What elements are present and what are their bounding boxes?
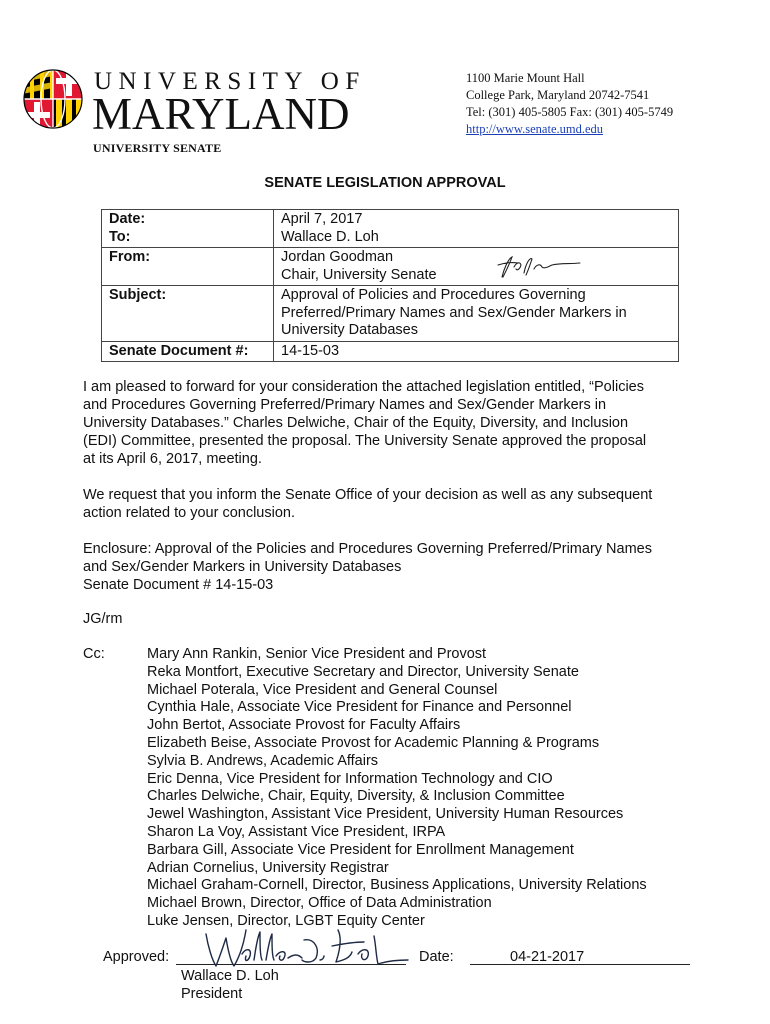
from-values bbox=[274, 248, 679, 286]
address-line: 1100 Marie Mount Hall bbox=[466, 71, 585, 85]
approval-date-label: Date: bbox=[419, 949, 454, 965]
initials: JG/rm bbox=[83, 611, 123, 627]
body-paragraph-2: We request that you inform the Senate Office of your decision as well as any subsequent action related to your conclusion. bbox=[83, 487, 653, 521]
subject-label: Subject: bbox=[102, 286, 274, 342]
signer-block bbox=[181, 967, 279, 1003]
from-name: Jordan Goodman bbox=[281, 249, 394, 265]
memo-date: April 7, 2017 bbox=[281, 211, 363, 227]
approved-label: Approved: bbox=[103, 949, 170, 965]
list-item: Sylvia B. Andrews, Academic Affairs bbox=[147, 752, 379, 769]
date-to-values bbox=[274, 210, 679, 248]
maryland-globe-icon bbox=[22, 66, 84, 132]
signer-title: President bbox=[181, 986, 243, 1002]
senate-website-link[interactable]: http://www.senate.umd.edu bbox=[466, 122, 604, 136]
list-item: Michael Brown, Director, Office of Data Administration bbox=[147, 895, 492, 912]
address-line: Tel: (301) 405-5805 Fax: (301) 405-5749 bbox=[466, 105, 674, 119]
university-wordmark-line2: MARYLAND bbox=[92, 89, 350, 139]
university-wordmark-line1: UNIVERSITY OF bbox=[94, 68, 366, 95]
cc-list bbox=[147, 646, 647, 931]
senate-doc-label: Senate Document #: bbox=[102, 341, 274, 362]
memo-info-table bbox=[101, 209, 679, 362]
list-item: John Bertot, Associate Provost for Faculty Affairs bbox=[147, 717, 461, 734]
department-label: UNIVERSITY SENATE bbox=[93, 141, 222, 155]
list-item: Mary Ann Rankin, Senior Vice President and Provost bbox=[147, 646, 487, 662]
list-item: Cynthia Hale, Associate Vice President for Finance and Personnel bbox=[147, 699, 572, 716]
list-item: Adrian Cornelius, University Registrar bbox=[147, 859, 389, 876]
cc-label: Cc: bbox=[83, 646, 105, 662]
list-item: Jewel Washington, Assistant Vice President, University Human Resources bbox=[147, 806, 624, 823]
senate-address bbox=[466, 70, 673, 138]
list-item: Elizabeth Beise, Associate Provost for Academic Planning & Programs bbox=[147, 734, 600, 751]
from-title: Chair, University Senate bbox=[281, 266, 437, 283]
goodman-signature-icon bbox=[490, 253, 585, 281]
list-item: Barbara Gill, Associate Vice President for Enrollment Management bbox=[147, 841, 574, 858]
document-title: SENATE LEGISLATION APPROVAL bbox=[264, 175, 506, 191]
memo-recipient: Wallace D. Loh bbox=[281, 228, 379, 245]
university-logo bbox=[22, 62, 382, 142]
list-item: Luke Jensen, Director, LGBT Equity Center bbox=[147, 912, 425, 929]
subject-values: Approval of Policies and Procedures Governing Preferred/Primary Names and Sex/Gender Markers in University Databases bbox=[274, 286, 679, 342]
enclosure-paragraph: Enclosure: Approval of the Policies and Procedures Governing Preferred/Primary Names and Sex/Gender Markers in University Databases Senate Document # 14-15-03 bbox=[83, 541, 652, 593]
list-item: Michael Poterala, Vice President and General Counsel bbox=[147, 681, 498, 698]
date-label: Date: To: bbox=[102, 210, 274, 248]
from-label: From: bbox=[102, 248, 274, 286]
list-item: Charles Delwiche, Chair, Equity, Diversity, & Inclusion Committee bbox=[147, 788, 565, 805]
list-item: Michael Graham-Cornell, Director, Business Applications, University Relations bbox=[147, 877, 647, 894]
signer-name: Wallace D. Loh bbox=[181, 968, 279, 984]
body-paragraph-1: I am pleased to forward for your consideration the attached legislation entitled, “Policies and Procedures Governing Preferred/Primary Names and Sex/Gender Markers in University Databases.” Charles Delwiche, Chair of the Equity, Diversity, and Inclusion (EDI) Committee, presented the proposal. The University Senate approved the proposal at its April 6, 2017, meeting. bbox=[83, 379, 647, 467]
approval-date-value: 04-21-2017 bbox=[510, 949, 585, 965]
address-line: College Park, Maryland 20742-7541 bbox=[466, 88, 650, 102]
list-item: Eric Denna, Vice President for Information Technology and CIO bbox=[147, 770, 553, 787]
to-label: To: bbox=[109, 228, 131, 245]
senate-doc-value: 14-15-03 bbox=[274, 341, 679, 362]
list-item: Reka Montfort, Executive Secretary and Director, University Senate bbox=[147, 663, 579, 680]
list-item: Sharon La Voy, Assistant Vice President, IRPA bbox=[147, 823, 446, 840]
